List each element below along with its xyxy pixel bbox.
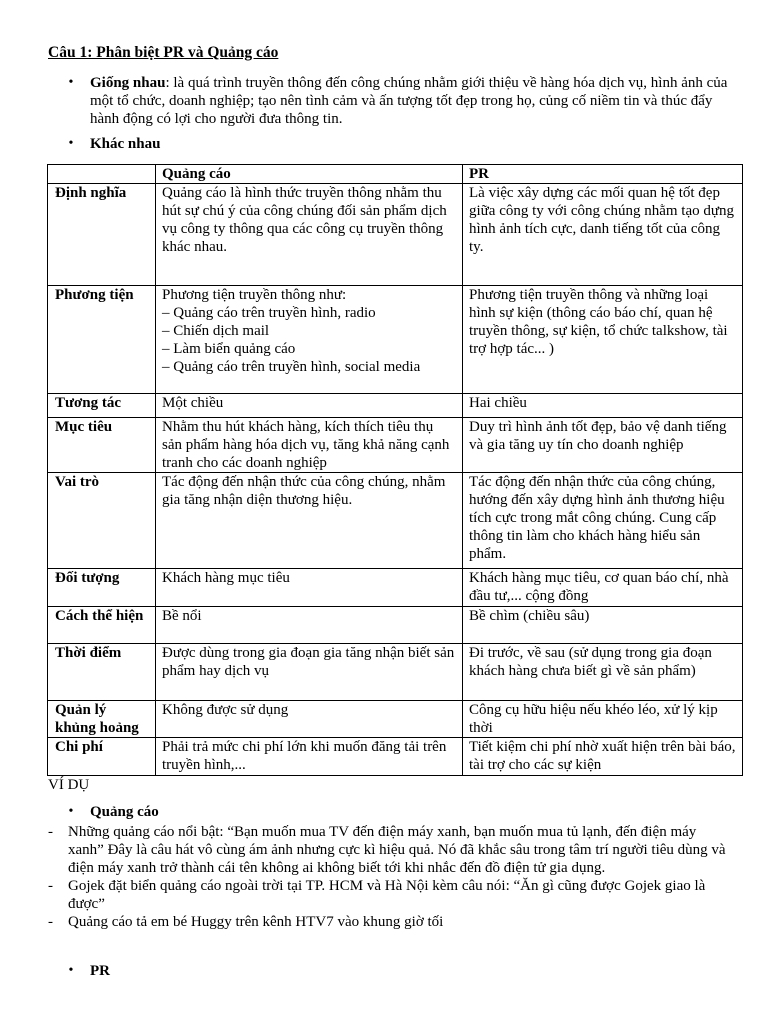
list-item-text: Quảng cáo tả em bé Huggy trên kênh HTV7 vào khung giờ tối <box>68 914 444 930</box>
cell-text: – Quảng cáo trên truyền hình, social media <box>162 359 421 375</box>
cell-text: Quảng cáo là hình thức truyền thông nhằm thu hút sự chú ý của công chúng đối sản phẩm dịch vụ công ty thông qua các công cụ truyền thông khác nhau. <box>162 185 447 255</box>
different-section <box>48 135 738 153</box>
row-header-cell: Quản lý khủng hoảng <box>48 701 156 738</box>
list-item <box>48 913 728 931</box>
table-row <box>48 418 743 473</box>
ads-cell <box>156 644 463 701</box>
cell-text: Khách hàng mục tiêu, cơ quan báo chí, nhà đầu tư,... cộng đồng <box>469 570 729 604</box>
cell-text: – Làm biển quảng cáo <box>162 341 296 357</box>
table-row <box>48 286 743 394</box>
ads-cell <box>156 701 463 738</box>
cell-text: Tiết kiệm chi phí nhờ xuất hiện trên bài báo, tài trợ cho các sự kiện <box>469 739 736 773</box>
table-row <box>48 701 743 738</box>
cell-text: Bề nổi <box>162 608 202 624</box>
pr-heading: PR <box>90 963 110 979</box>
table-row <box>48 184 743 286</box>
cell-text: Phương tiện truyền thông và những loại hình sự kiện (thông cáo báo chí, quan hệ truyền thông, sự kiện, tổ chức talkshow, tài trợ hợp tác... ) <box>469 287 728 357</box>
row-header-cell: Thời điểm <box>48 644 156 701</box>
pr-cell <box>463 473 743 569</box>
pr-cell <box>463 569 743 607</box>
row-header-cell: Tương tác <box>48 394 156 418</box>
different-label: Khác nhau <box>90 136 161 152</box>
cell-text: Phương tiện truyền thông như: <box>162 287 347 303</box>
dash-marker: - <box>48 824 53 840</box>
pr-cell <box>463 184 743 286</box>
table-row <box>48 569 743 607</box>
similar-text: : là quá trình truyền thông đến công chúng nhằm giới thiệu về hàng hóa dịch vụ, hình ảnh của một tổ chức, doanh nghiệp; tạo nên tình cảm và ấn tượng tốt đẹp trong họ, củng cố niềm tin và thúc đẩy hành động có lợi cho người đưa thông tin. <box>90 75 728 127</box>
bullet-icon: • <box>68 804 74 819</box>
cell-text: Là việc xây dựng các mối quan hệ tốt đẹp giữa công ty với công chúng nhằm tạo dựng hình ảnh tích cực, danh tiếng tốt của công ty. <box>469 185 734 255</box>
cell-text: Bề chìm (chiều sâu) <box>469 608 590 624</box>
similar-section <box>48 74 738 128</box>
ads-cell <box>156 569 463 607</box>
example-heading: VÍ DỤ <box>48 777 90 793</box>
ads-heading: Quảng cáo <box>90 804 159 820</box>
row-header-cell: Mục tiêu <box>48 418 156 473</box>
table-row <box>48 607 743 644</box>
list-item-text: Gojek đặt biển quảng cáo ngoài trời tại TP. HCM và Hà Nội kèm câu nói: “Ăn gì cũng được Gojek giao là được” <box>68 878 706 912</box>
row-header-cell: Định nghĩa <box>48 184 156 286</box>
ads-cell <box>156 473 463 569</box>
ads-cell <box>156 607 463 644</box>
pr-cell <box>463 394 743 418</box>
bullet-icon: • <box>68 963 74 978</box>
dash-marker: - <box>48 878 53 894</box>
cell-text: – Chiến dịch mail <box>162 323 270 339</box>
pr-heading-section <box>48 962 738 980</box>
row-header-cell: Đối tượng <box>48 569 156 607</box>
pr-cell <box>463 644 743 701</box>
cell-text: Được dùng trong gia đoạn gia tăng nhận biết sản phẩm hay dịch vụ <box>162 645 455 679</box>
table-row <box>48 473 743 569</box>
ads-heading-section <box>48 803 738 821</box>
ads-cell <box>156 394 463 418</box>
pr-cell <box>463 418 743 473</box>
row-header-cell: Chi phí <box>48 738 156 776</box>
table-row <box>48 394 743 418</box>
pr-cell <box>463 738 743 776</box>
similar-paragraph <box>90 74 738 128</box>
row-header-cell: Vai trò <box>48 473 156 569</box>
cell-text: Một chiều <box>162 395 224 411</box>
table-row <box>48 738 743 776</box>
cell-text: Hai chiều <box>469 395 527 411</box>
cell-text: Công cụ hữu hiệu nếu khéo léo, xử lý kịp thời <box>469 702 718 736</box>
pr-cell <box>463 286 743 394</box>
pr-cell <box>463 701 743 738</box>
comparison-table <box>47 164 743 776</box>
cell-text: Đi trước, về sau (sử dụng trong gia đoạn khách hàng chưa biết gì về sản phẩm) <box>469 645 712 679</box>
cell-text: Phải trả mức chi phí lớn khi muốn đăng tải trên truyền hình,... <box>162 739 447 773</box>
ads-cell <box>156 738 463 776</box>
list-item <box>48 823 728 877</box>
ads-examples-list <box>48 823 728 931</box>
question-title: Câu 1: Phân biệt PR và Quảng cáo <box>48 44 279 61</box>
cell-text: Tác động đến nhận thức của công chúng, hướng đến xây dựng hình ảnh thương hiệu tích cực trong mắt công chúng. Cung cấp thông tin làm cho khách hàng hiểu sản phẩm. <box>469 474 725 562</box>
pr-cell <box>463 607 743 644</box>
cell-text: Duy trì hình ảnh tốt đẹp, bảo vệ danh tiếng và gia tăng uy tín cho doanh nghiệp <box>469 419 727 453</box>
list-item <box>48 877 728 913</box>
cell-text: Không được sử dụng <box>162 702 289 718</box>
header-cell-pr: PR <box>463 165 743 184</box>
cell-text: – Quảng cáo trên truyền hình, radio <box>162 305 376 321</box>
cell-text: Khách hàng mục tiêu <box>162 570 290 586</box>
table-row <box>48 644 743 701</box>
header-cell-ads: Quảng cáo <box>156 165 463 184</box>
similar-label: Giống nhau <box>90 75 166 91</box>
bullet-icon: • <box>68 136 74 151</box>
cell-text: Nhằm thu hút khách hàng, kích thích tiêu thụ sản phẩm hàng hóa dịch vụ, tăng khả năng cạnh tranh cho các doanh nghiệp <box>162 419 450 471</box>
bullet-icon: • <box>68 75 74 90</box>
dash-marker: - <box>48 914 53 930</box>
table-header-row <box>48 165 743 184</box>
row-header-cell: Phương tiện <box>48 286 156 394</box>
ads-cell <box>156 286 463 394</box>
header-cell-empty <box>48 165 156 184</box>
ads-cell <box>156 184 463 286</box>
row-header-cell: Cách thể hiện <box>48 607 156 644</box>
list-item-text: Những quảng cáo nổi bật: “Bạn muốn mua TV đến điện máy xanh, bạn muốn mua tủ lạnh, đến điện máy xanh” Đây là câu hát vô cùng ám ảnh nhưng cực kì hiệu quả. Nó đã khắc sâu trong tâm trí người tiêu dùng và điện máy xanh trở thành cái tên không ai không biết tới khi nhắc đến đồ điện tử gia dụng. <box>68 824 726 876</box>
cell-text: Tác động đến nhận thức của công chúng, nhằm gia tăng nhận diện thương hiệu. <box>162 474 446 508</box>
ads-cell <box>156 418 463 473</box>
